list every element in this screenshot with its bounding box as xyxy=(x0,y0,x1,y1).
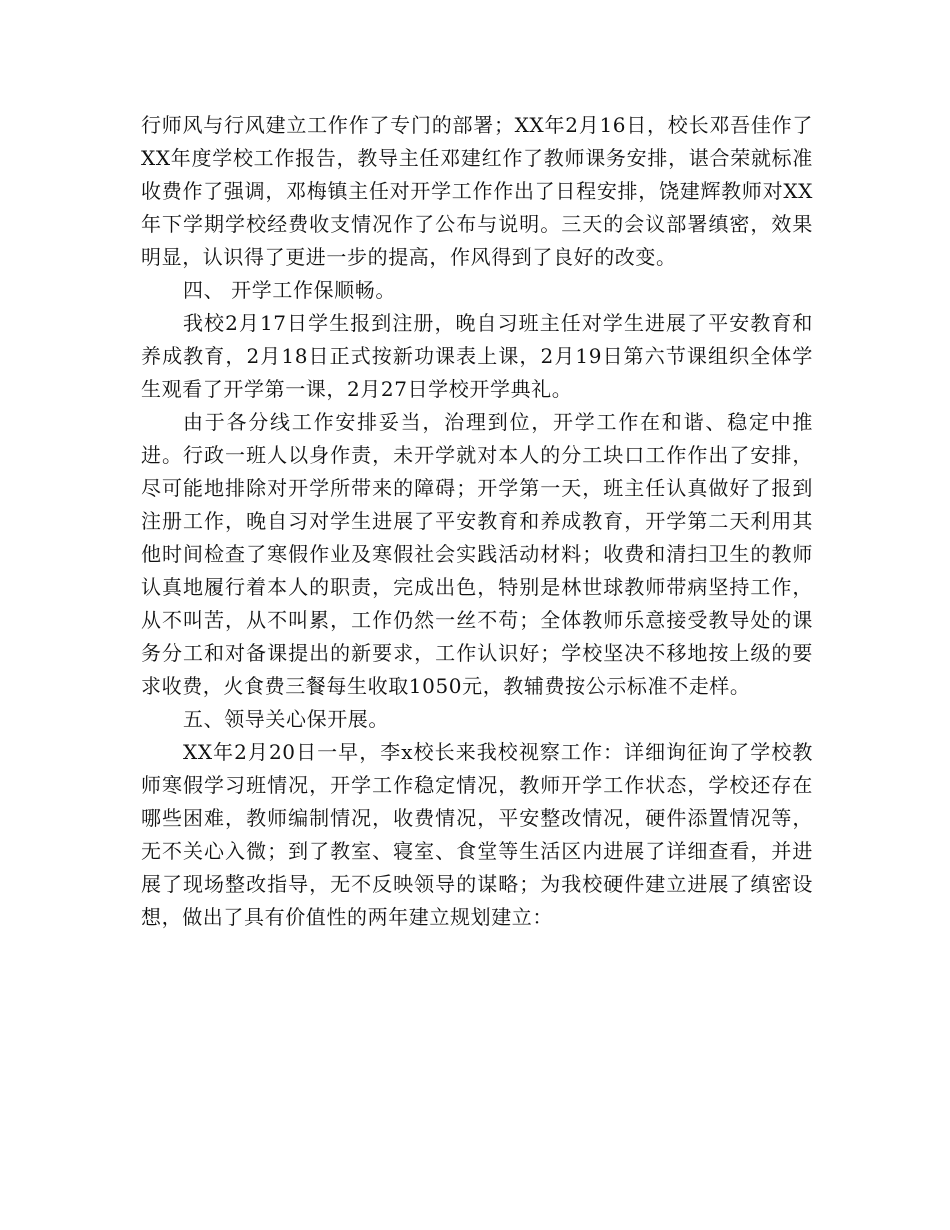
section-heading-5: 五、领导关心保开展。 xyxy=(183,707,389,731)
document-body xyxy=(141,109,813,934)
paragraph-opening-work: 由于各分线工作安排妥当，治理到位，开学工作在和谐、稳定中推进。行政一班人以身作责，未开学就对本人的分工块口工作作出了安排，尽可能地排除对开学所带来的障碍；开学第一天，班主任认真做好了报到注册工作，晚自习对学生进展了平安教育和养成教育，开学第二天利用其他时间检查了寒假作业及寒假社会实践活动材料；收费和清扫卫生的教师认真地履行着本人的职责，完成出色，特别是林世球教师带病坚持工作，从不叫苦，从不叫累，工作仍然一丝不苟；全体教师乐意接受教导处的课务分工和对备课提出的新要求，工作认识好；学校坚决不移地按上级的要求收费，火食费三餐每生收取1050元，教辅费按公示标准不走样。 xyxy=(141,410,813,698)
paragraph-continuation: 行师风与行风建立工作作了专门的部署；XX年2月16日，校长邓吾佳作了XX年度学校工作报告，教导主任邓建红作了教师课务安排，谌合荣就标准收费作了强调，邓梅镇主任对开学工作作出了日程安排，饶建辉教师对XX年下学期学校经费收支情况作了公布与说明。三天的会议部署缜密，效果明显，认识得了更进一步的提高，作风得到了良好的改变。 xyxy=(141,113,813,269)
paragraph-leadership-visit: XX年2月20日一早，李x校长来我校视察工作：详细询征询了学校教师寒假学习班情况，开学工作稳定情况，教师开学工作状态，学校还存在哪些困难，教师编制情况，收费情况，平安整改情况，硬件添置情况等，无不关心入微；到了教室、寝室、食堂等生活区内进展了详细查看，并进展了现场整改指导，无不反映领导的谋略；为我校硬件建立进展了缜密设想，做出了具有价值性的两年建立规划建立： xyxy=(141,740,813,929)
paragraph-registration: 我校2月17日学生报到注册，晚自习班主任对学生进展了平安教育和养成教育，2月18日正式按新功课表上课，2月19日第六节课组织全体学生观看了开学第一课，2月27日学校开学典礼。 xyxy=(141,311,813,401)
section-heading-4: 四、 开学工作保顺畅。 xyxy=(183,278,396,302)
